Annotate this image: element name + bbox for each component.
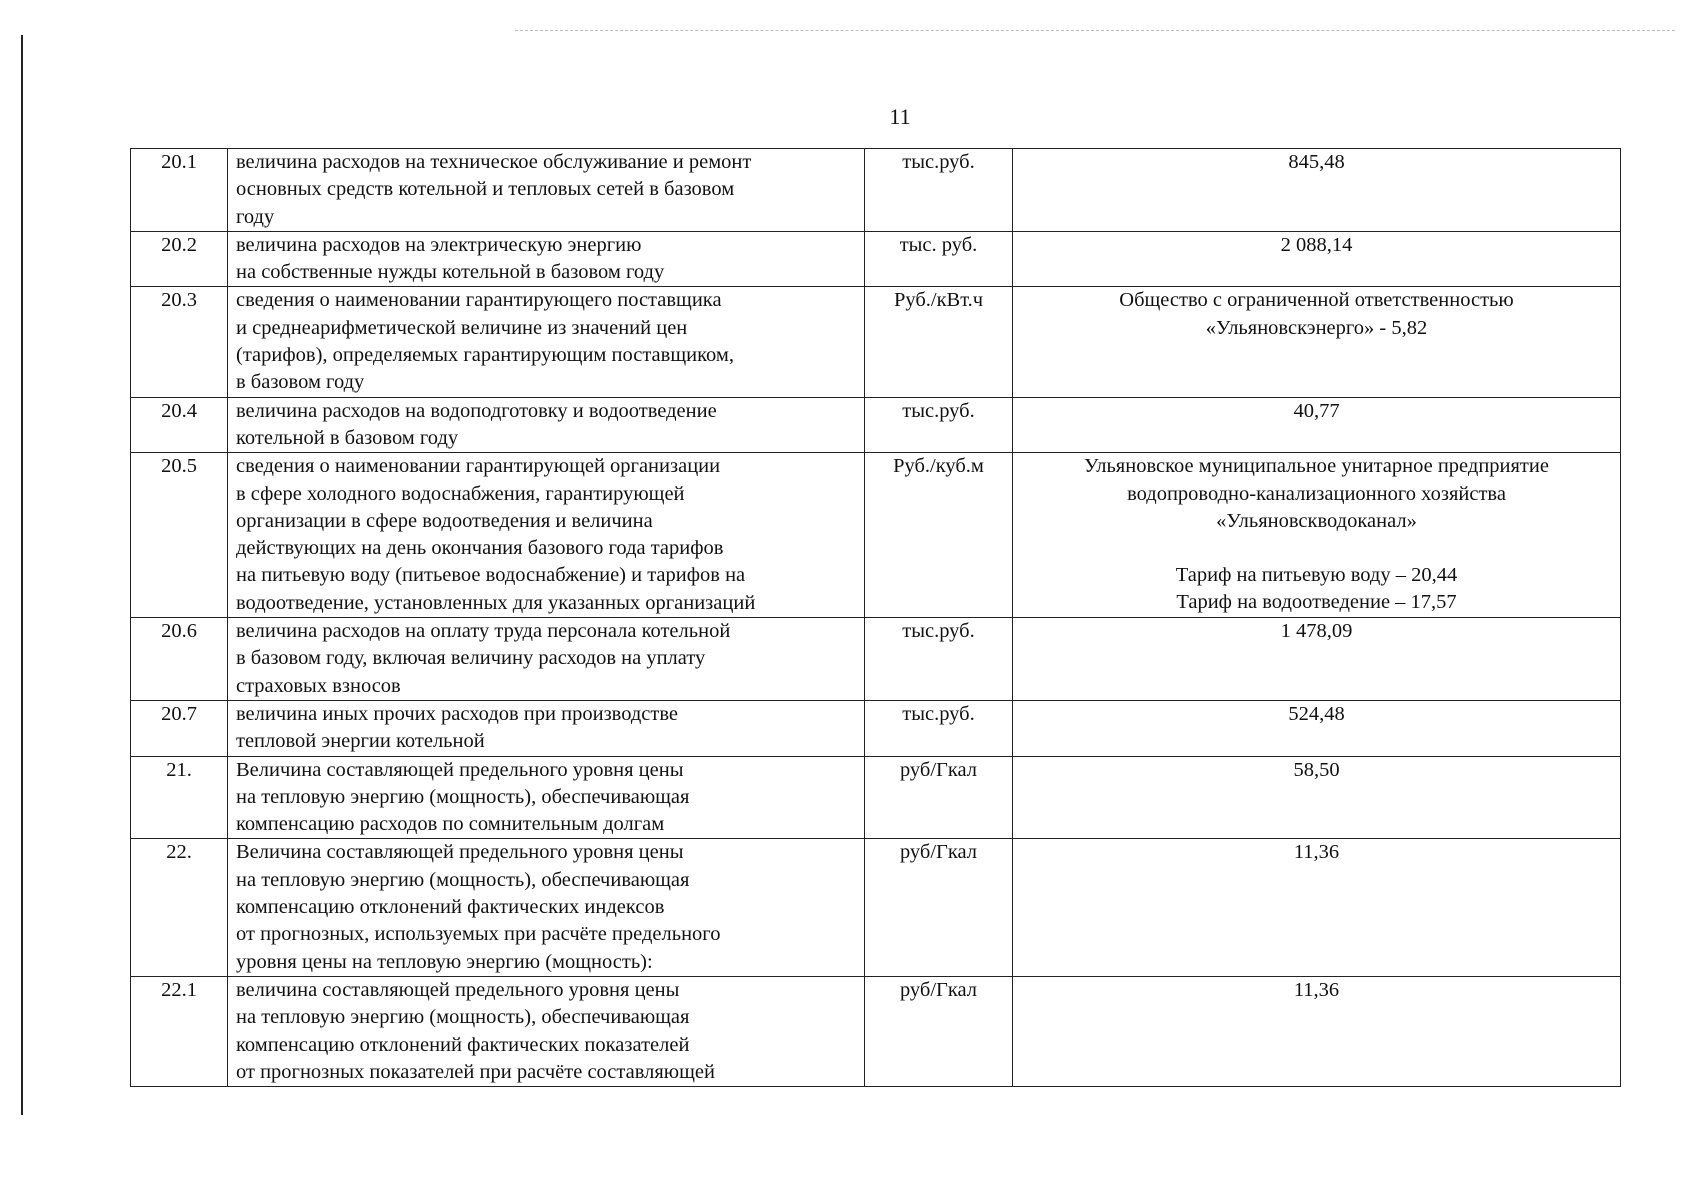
description-line: компенсацию отклонений фактических индексов — [236, 896, 665, 919]
row-unit: тыс.руб. — [865, 618, 1013, 701]
row-unit: руб/Гкал — [865, 976, 1013, 1086]
description-line: величина расходов на водоподготовку и водоотведение — [236, 399, 717, 422]
row-number: 22. — [131, 839, 228, 976]
row-value — [1013, 453, 1621, 618]
table-row — [131, 839, 1621, 976]
description-line: основных средств котельной и тепловых сетей в базовом — [236, 178, 735, 201]
description-line: котельной в базовом году — [236, 426, 459, 449]
row-value — [1013, 618, 1621, 701]
description-line: страховых взносов — [236, 674, 401, 697]
row-value — [1013, 700, 1621, 756]
description-line: величина иных прочих расходов при производстве — [236, 702, 679, 725]
row-number: 20.6 — [131, 618, 228, 701]
row-description — [228, 618, 865, 701]
tariff-line: Тариф на водоотведение – 17,57 — [1176, 591, 1457, 614]
table-row — [131, 231, 1621, 287]
description-line: сведения о наименовании гарантирующей организации — [236, 455, 721, 478]
row-value — [1013, 976, 1621, 1086]
row-number: 22.1 — [131, 976, 228, 1086]
row-number: 20.1 — [131, 149, 228, 232]
value-line: 1 478,09 — [1280, 620, 1353, 643]
row-value — [1013, 397, 1621, 453]
row-unit: Руб./куб.м — [865, 453, 1013, 618]
row-description — [228, 453, 865, 618]
row-description — [228, 149, 865, 232]
description-line: тепловой энергии котельной — [236, 730, 485, 753]
row-description — [228, 976, 865, 1086]
row-number: 21. — [131, 756, 228, 839]
value-line: 845,48 — [1288, 151, 1345, 173]
description-line: величина расходов на техническое обслуживание и ремонт — [236, 151, 752, 173]
row-description — [228, 397, 865, 453]
row-description — [228, 839, 865, 976]
row-value — [1013, 231, 1621, 287]
description-line: уровня цены на тепловую энергию (мощность): — [236, 950, 653, 973]
row-value — [1013, 756, 1621, 839]
row-unit: Руб./кВт.ч — [865, 287, 1013, 397]
row-unit: руб/Гкал — [865, 839, 1013, 976]
value-line: 11,36 — [1293, 978, 1340, 1001]
tariff-line: Тариф на питьевую воду – 20,44 — [1175, 564, 1458, 587]
description-line: от прогнозных показателей при расчёте составляющей — [236, 1060, 715, 1083]
description-line: величина расходов на электрическую энергию — [236, 233, 642, 256]
value-line: «Ульяновскводоканал» — [1216, 509, 1417, 532]
description-line: году — [236, 205, 275, 228]
row-description — [228, 756, 865, 839]
row-description — [228, 700, 865, 756]
description-line: на питьевую воду (питьевое водоснабжение) и тарифов на — [236, 564, 746, 587]
scan-edge-left — [21, 35, 23, 1115]
table-row — [131, 700, 1621, 756]
row-unit: тыс. руб. — [865, 231, 1013, 287]
value-line: Ульяновское муниципальное унитарное предприятие — [1084, 455, 1549, 478]
table-row — [131, 976, 1621, 1086]
description-line: в базовом году, включая величину расходов на уплату — [236, 647, 706, 670]
row-unit: тыс.руб. — [865, 397, 1013, 453]
description-line: в сфере холодного водоснабжения, гарантирующей — [236, 482, 685, 505]
description-line: компенсацию отклонений фактических показателей — [236, 1033, 690, 1056]
row-number: 20.4 — [131, 397, 228, 453]
description-line: от прогнозных, используемых при расчёте предельного — [236, 923, 721, 946]
row-unit: руб/Гкал — [865, 756, 1013, 839]
value-line: водопроводно-канализационного хозяйства — [1127, 482, 1506, 505]
table-row — [131, 287, 1621, 397]
table-row — [131, 397, 1621, 453]
value-line: Общество с ограниченной ответственностью — [1119, 289, 1514, 312]
table-row — [131, 618, 1621, 701]
table-row — [131, 149, 1621, 232]
table-row — [131, 756, 1621, 839]
description-line: величина расходов на оплату труда персонала котельной — [236, 620, 731, 643]
description-line: на тепловую энергию (мощность), обеспечивающая — [236, 868, 690, 891]
value-line: 524,48 — [1288, 702, 1345, 725]
value-line: 58,50 — [1293, 758, 1340, 781]
value-line: 11,36 — [1293, 841, 1340, 864]
row-number: 20.5 — [131, 453, 228, 618]
description-line: компенсацию расходов по сомнительным долгам — [236, 813, 665, 836]
value-line: «Ульяновскэнерго» - 5,82 — [1205, 316, 1428, 339]
description-line: на тепловую энергию (мощность), обеспечивающая — [236, 1006, 690, 1029]
description-line: на тепловую энергию (мощность), обеспечивающая — [236, 785, 690, 808]
row-value — [1013, 839, 1621, 976]
tariff-table — [130, 148, 1621, 1087]
row-number: 20.3 — [131, 287, 228, 397]
description-line: Величина составляющей предельного уровня цены — [236, 841, 684, 864]
tariff-table-body — [131, 149, 1621, 1087]
description-line: сведения о наименовании гарантирующего поставщика — [236, 289, 722, 312]
value-line: 40,77 — [1293, 399, 1340, 422]
scan-edge-top — [515, 30, 1675, 31]
row-value — [1013, 287, 1621, 397]
description-line: величина составляющей предельного уровня цены — [236, 978, 680, 1001]
row-unit: тыс.руб. — [865, 149, 1013, 232]
table-row — [131, 453, 1621, 618]
row-number: 20.2 — [131, 231, 228, 287]
page-number: 11 — [889, 104, 911, 129]
description-line: водоотведение, установленных для указанных организаций — [236, 591, 756, 614]
row-unit: тыс.руб. — [865, 700, 1013, 756]
row-number: 20.7 — [131, 700, 228, 756]
row-description — [228, 231, 865, 287]
description-line: и среднеарифметической величине из значений цен — [236, 316, 688, 339]
value-line: 2 088,14 — [1280, 233, 1353, 256]
description-line: Величина составляющей предельного уровня цены — [236, 758, 684, 781]
description-line: организации в сфере водоотведения и величина — [236, 509, 653, 532]
row-description — [228, 287, 865, 397]
description-line: (тарифов), определяемых гарантирующим поставщиком, — [236, 344, 734, 367]
value-spacer — [1021, 535, 1612, 562]
description-line: действующих на день окончания базового года тарифов — [236, 537, 724, 560]
description-line: на собственные нужды котельной в базовом году — [236, 261, 665, 284]
description-line: в базовом году — [236, 371, 365, 394]
row-value — [1013, 149, 1621, 232]
